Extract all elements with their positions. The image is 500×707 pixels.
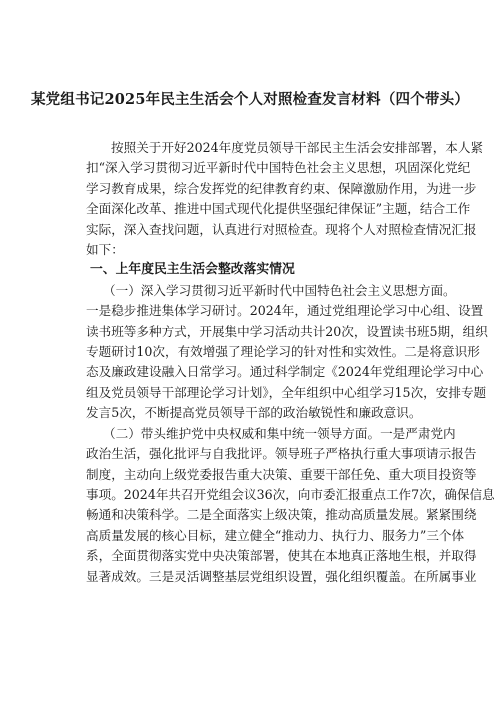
paragraph-study: [86, 281, 488, 424]
text-line: （二）带头维护党中央权威和集中统一领导方面。一是严肃党内: [103, 425, 456, 441]
text-line: 专题研讨10次，有效增强了理论学习的针对性和实效性。二是将意识形: [86, 344, 480, 360]
text-line: 扣“深入学习贯彻习近平新时代中国特色社会主义思想，巩固深化党纪: [86, 160, 471, 176]
document-body: [86, 138, 495, 587]
text-line: 制度，主动向上级党委报告重大决策、重要干部任免、重大项目投资等: [86, 466, 477, 482]
text-line: 学习教育成果，综合发挥党的纪律教育约束、保障激励作用，为进一步: [86, 180, 477, 196]
text-line: 系，全面贯彻落实党中央决策部署，使其在本地真正落地生根，并取得: [86, 548, 477, 564]
section-heading: 一、上年度民主生活会整改落实情况: [90, 262, 295, 278]
text-line: 高质量发展的核心目标，建立健全“推动力、执行力、服务力”三个体: [86, 527, 465, 543]
text-line: 显著成效。三是灵活调整基层党组织设置，强化组织覆盖。在所属事业: [86, 568, 477, 584]
text-line: 畅通和决策科学。二是全面落实上级决策，推动高质量发展。紧紧围绕: [86, 507, 477, 523]
document-title: 某党组书记2025年民主生活会个人对照检查发言材料（四个带头）: [30, 91, 470, 108]
text-line: 读书班等多种方式，开展集中学习活动共计20次，设置读书班5期，组织: [86, 323, 488, 339]
text-line: 事项。2024年共召开党组会议36次，向市委汇报重点工作7次，确保信息: [86, 486, 495, 502]
text-line: 一是稳步推进集体学习研讨。2024年，通过党组理论学习中心组、设置: [86, 303, 484, 319]
text-line: 全面深化改革、推进中国式现代化提供坚强纪律保证”主题，结合工作: [86, 201, 471, 217]
text-line: 发言5次，不断提高党员领导干部的政治敏锐性和廉政意识。: [86, 405, 422, 421]
paragraph-leadership: [86, 424, 495, 587]
text-line: 如下：: [86, 242, 124, 258]
text-line: 态及廉政建设融入日常学习。通过科学制定《2024年党组理论学习中心: [86, 364, 484, 380]
text-line: 按照关于开好2024年度党员领导干部民主生活会安排部署，本人紧: [111, 140, 484, 155]
intro-paragraph: [86, 138, 484, 260]
text-line: （一）深入学习贯彻习近平新时代中国特色社会主义思想方面。: [103, 282, 456, 298]
text-line: 组及党员领导干部理论学习计划》，全年组织中心组学习15次，安排专题: [86, 384, 487, 400]
text-line: 政治生活，强化批评与自我批评。领导班子严格执行重大事项请示报告: [86, 446, 477, 462]
text-line: 实际，深入查找问题，认真进行对照检查。现将个人对照检查情况汇报: [86, 221, 477, 237]
